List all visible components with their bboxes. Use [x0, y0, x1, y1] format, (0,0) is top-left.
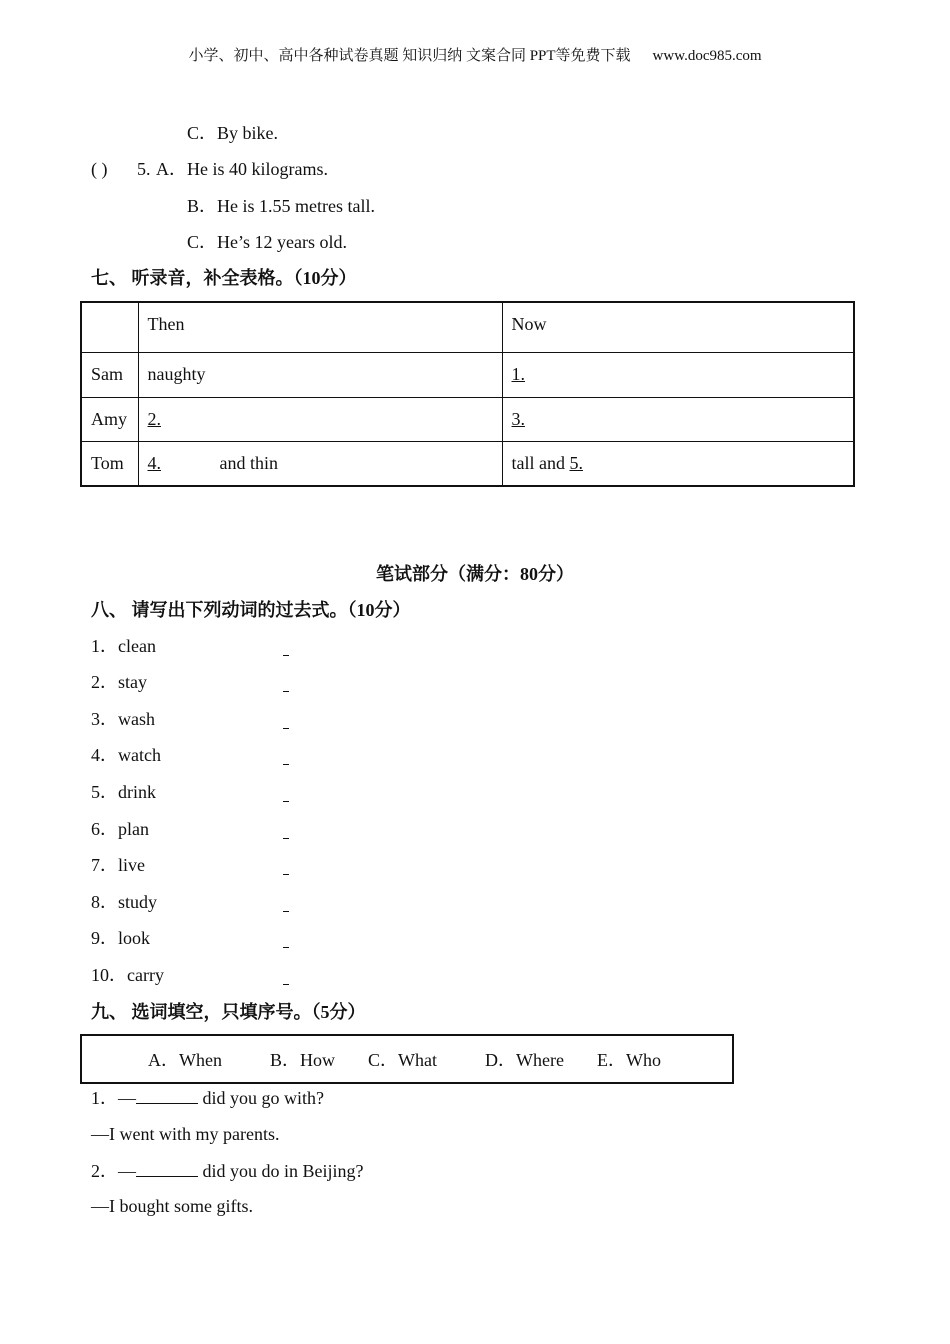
answer-blank[interactable] — [283, 801, 289, 802]
verb-item: 7．live — [91, 855, 145, 875]
blank-label: 1. — [511, 364, 525, 384]
row-then-blank[interactable] — [138, 441, 502, 486]
fill-question-2 — [91, 1159, 364, 1182]
section7-title: 七、 听录音，补全表格。（10分） — [91, 268, 357, 288]
row-name: Tom — [81, 441, 138, 486]
q5-option-a: A．He is 40 kilograms. — [156, 159, 328, 179]
verb-item: 4．watch — [91, 745, 161, 765]
row-now-prefix: tall and — [511, 452, 565, 473]
table-header-cell: Then — [138, 302, 502, 352]
question-prefix: 1．— — [91, 1088, 136, 1108]
word-options-box — [80, 1034, 734, 1084]
table-header-cell — [81, 302, 138, 352]
verb-item: 5．drink — [91, 782, 156, 802]
written-part-title: 笔试部分（满分：80分） — [376, 564, 574, 584]
question-prefix: 2．— — [91, 1161, 136, 1181]
table-header-row — [81, 302, 854, 352]
answer-blank[interactable] — [283, 911, 289, 912]
header-text: 小学、初中、高中各种试卷真题 知识归纳 文案合同 PPT等免费下载 — [188, 48, 631, 64]
table-header-cell: Now — [502, 302, 854, 352]
answer-blank[interactable] — [136, 1159, 198, 1177]
answer-blank[interactable] — [283, 838, 289, 839]
answer-blank[interactable] — [283, 655, 289, 656]
answer-blank[interactable] — [136, 1086, 198, 1104]
verb-item: 8．study — [91, 892, 158, 912]
table-row — [81, 441, 854, 486]
section7-table — [80, 301, 855, 487]
word-option: B．How — [270, 1050, 336, 1070]
page-header — [0, 45, 950, 67]
blank-label: 3. — [511, 408, 525, 429]
word-option: A．When — [148, 1050, 222, 1070]
answer-blank[interactable] — [283, 691, 289, 692]
row-now-blank[interactable] — [502, 397, 854, 441]
answer-blank[interactable] — [283, 728, 289, 729]
blank-label: 5. — [569, 452, 583, 473]
q5-option-b: B．He is 1.55 metres tall. — [187, 196, 375, 216]
verb-item: 9．look — [91, 928, 151, 948]
answer-blank[interactable] — [283, 764, 289, 765]
verb-item: 3．wash — [91, 709, 155, 729]
section9-title: 九、 选词填空，只填序号。（5分） — [91, 1002, 366, 1022]
fill-question-1 — [91, 1086, 324, 1109]
row-then: naughty — [138, 352, 502, 397]
row-now-blank[interactable] — [502, 441, 854, 486]
word-option: E．Who — [597, 1050, 661, 1070]
header-site: www.doc985.com — [652, 48, 762, 64]
row-now-blank[interactable] — [502, 352, 854, 397]
word-option: D．Where — [485, 1050, 564, 1070]
fill-answer-2: —I bought some gifts. — [91, 1196, 253, 1216]
row-name: Amy — [81, 397, 138, 441]
answer-blank[interactable] — [283, 984, 289, 985]
section8-title: 八、 请写出下列动词的过去式。（10分） — [91, 600, 411, 620]
q5-number: 5. — [137, 159, 151, 179]
blank-label: 4. — [147, 452, 161, 473]
row-then-suffix: and thin — [219, 452, 278, 473]
answer-blank[interactable] — [283, 874, 289, 875]
row-then-blank[interactable] — [138, 397, 502, 441]
fill-answer-1: —I went with my parents. — [91, 1124, 280, 1144]
question-text: did you go with? — [202, 1088, 324, 1108]
row-name: Sam — [81, 352, 138, 397]
table-row — [81, 352, 854, 397]
question-text: did you do in Beijing? — [202, 1161, 364, 1181]
verb-item: 10．carry — [91, 965, 164, 985]
verb-item: 1．clean — [91, 636, 156, 656]
table-row — [81, 397, 854, 441]
answer-blank[interactable] — [283, 947, 289, 948]
word-option: C．What — [368, 1050, 437, 1070]
q4-option-c: C．By bike. — [187, 123, 279, 143]
blank-label: 2. — [147, 408, 161, 429]
q5-answer-paren[interactable]: ( ) — [91, 159, 108, 179]
verb-item: 2．stay — [91, 672, 147, 692]
verb-item: 6．plan — [91, 819, 149, 839]
q5-option-c: C．He’s 12 years old. — [187, 232, 347, 252]
